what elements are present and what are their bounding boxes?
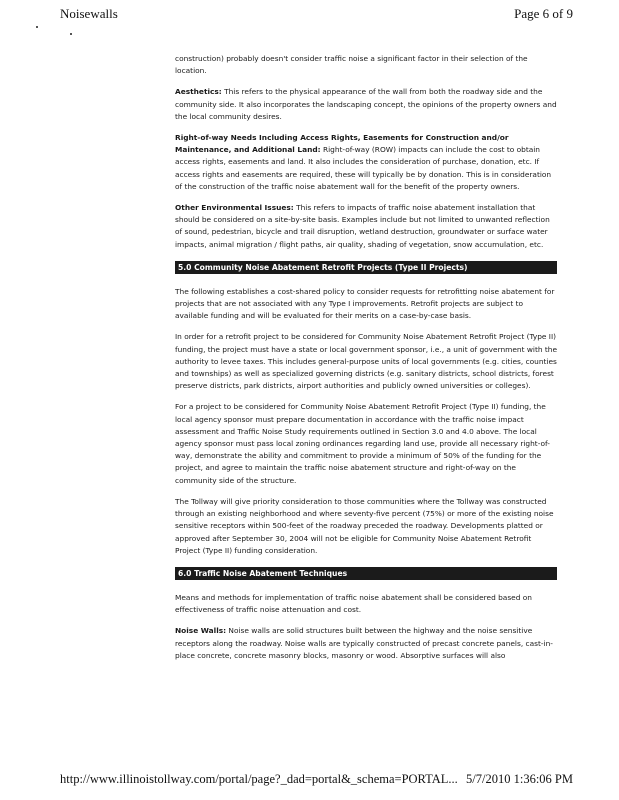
paragraph-text: Right-of-way (ROW) impacts can include the cost to obtain access rights, easements and land. It also includes the consideration of purchase, donation, etc. If access rights and easements are required, these will typically be by donation. This is in consideration of the construction of the traffic noise abatement wall for the benefit of the property owners.	[175, 145, 552, 191]
page-number: Page 6 of 9	[514, 6, 573, 21]
paragraph-lead: Noise Walls:	[175, 626, 227, 636]
document-body	[175, 53, 557, 671]
print-timestamp: 5/7/2010 1:36:06 PM	[466, 772, 573, 786]
section-6-heading: 6.0 Traffic Noise Abatement Techniques	[175, 567, 557, 580]
paragraph-lead: Other Environmental Issues:	[175, 203, 294, 213]
section-5-paragraph: For a project to be considered for Community Noise Abatement Retrofit Project (Type II) funding, the local agency sponsor must prepare documentation in accordance with the traffic noise impact assessment and Traffic Noise Study requirements outlined in Section 3.0 and 4.0 above. The local agency sponsor must pass local zoning ordinances regarding land use, provide all necessary right-of-way, demonstrate the ability and commitment to provide a minimum of 50% of the funding for the project, and agree to maintain the traffic noise abatement structure and right-of-way on the community side of the structure.	[175, 402, 550, 485]
paragraph-lead: Aesthetics:	[175, 87, 222, 97]
paragraph-text: This refers to the physical appearance of the wall from both the roadway side and the community side. It also incorporates the landscaping concept, the opinions of the property owners and the local community desires.	[175, 87, 557, 121]
paragraph-other-environmental	[175, 202, 557, 251]
section-5-paragraph: The following establishes a cost-shared policy to consider requests for retrofitting noise abatement for projects that are not associated with any Type I improvements. Retrofit projects are subject to available funding and will be evaluated for their merits on a case-by-case basis.	[175, 286, 555, 321]
section-5-paragraph: In order for a retrofit project to be considered for Community Noise Abatement Retrofit Project (Type II) funding, the project must have a state or local government sponsor, i.e., a unit of government with the authority to levee taxes. This includes general-purpose units of local governments (e.g. cities, counties and townships) as well as specialized governing districts (e.g. sanitary districts, school districts, forest preserve districts, park districts, airport authorities and publicly owned universities or colleges).	[175, 332, 557, 391]
section-5-paragraph: The Tollway will give priority consideration to those communities where the Tollway was constructed through an existing neighborhood and where seventy-five percent (75%) or more of the existing noise sensitive receptors within 500-feet of the roadway preceded the roadway. Developments platted or approved after September 30, 2004 will not be eligible for Community Noise Abatement Retrofit Project (Type II) funding consideration.	[175, 496, 554, 555]
paragraph-text: construction) probably doesn't consider traffic noise a significant factor in their selection of the location.	[175, 54, 528, 76]
scan-speck	[36, 26, 38, 28]
browser-print-title: Noisewalls	[60, 6, 118, 21]
paragraph-right-of-way	[175, 132, 557, 193]
paragraph-aesthetics	[175, 86, 557, 123]
page-url: http://www.illinoistollway.com/portal/page?_dad=portal&_schema=PORTAL...	[60, 772, 458, 786]
paragraph-location-note	[175, 53, 557, 77]
scan-speck	[70, 33, 72, 35]
paragraph-lead: Right-of-way Needs Including Access Rights, Easements for Construction and/or Maintenance, and Additional Land:	[175, 133, 509, 155]
paragraph-noise-walls	[175, 625, 557, 662]
section-5-heading: 5.0 Community Noise Abatement Retrofit Projects (Type II Projects)	[175, 261, 557, 274]
paragraph-text: This refers to impacts of traffic noise abatement installation that should be considered on a site-by-site basis. Examples include but not limited to unwanted reflection of sound, pedestrian, bicycle and trail disruption, wetland destruction, groundwater or surface water impacts, animal migration / flight paths, air quality, shading of vegetation, snow accumulation, etc.	[175, 203, 550, 249]
section-6-intro: Means and methods for implementation of traffic noise abatement shall be considered based on effectiveness of traffic noise attenuation and cost.	[175, 592, 532, 615]
paragraph-text: Noise walls are solid structures built between the highway and the noise sensitive receptors along the roadway. Noise walls are typically constructed of precast concrete panels, cast-in-place concrete, concrete masonry blocks, masonry or wood. Absorptive surfaces will also	[175, 626, 553, 660]
